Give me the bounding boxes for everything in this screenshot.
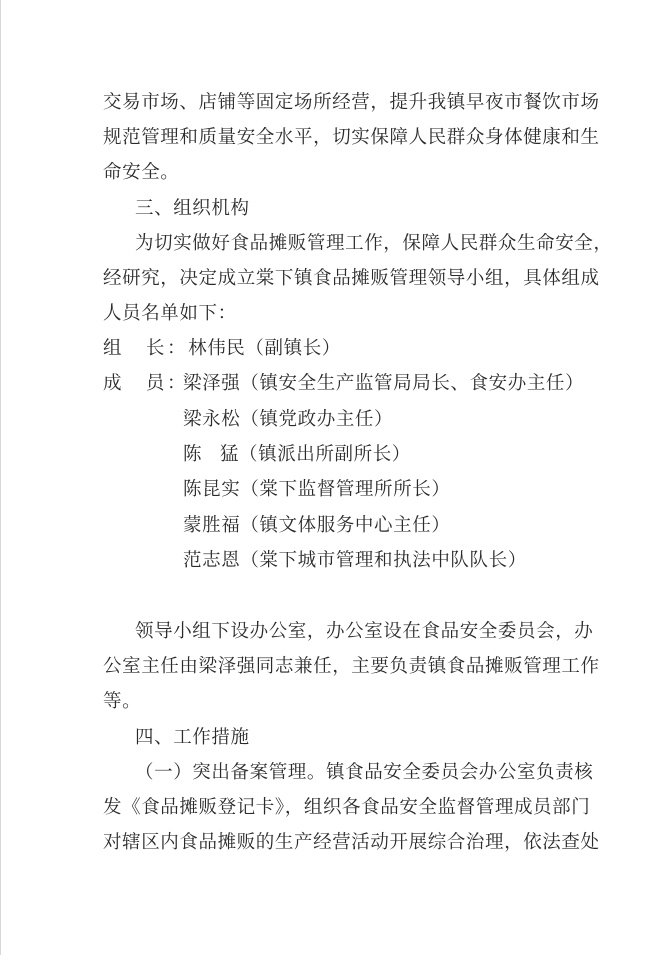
section-3-paragraph-line-2: 经研究，决定成立棠下镇食品摊贩管理领导小组，具体组成 — [103, 268, 600, 289]
intro-line-3: 命安全。 — [103, 162, 180, 183]
member-title: （镇派出所副所长） — [239, 444, 411, 465]
member-name: 范志恩 — [183, 550, 241, 571]
member-title: （镇文体服务中心主任） — [240, 515, 451, 536]
leader-role-label: 组长 — [103, 338, 165, 359]
intro-line-1: 交易市场、店铺等固定场所经营，提升我镇早夜市餐饮市场 — [103, 92, 600, 113]
member-name: 陈猛 — [183, 444, 239, 465]
members-role-label: 成员 — [103, 373, 165, 394]
section-3-paragraph-line-1: 为切实做好食品摊贩管理工作，保障人民群众生命安全， — [135, 233, 613, 254]
office-paragraph-line-1: 领导小组下设办公室，办公室设在食品安全委员会，办 — [135, 621, 594, 642]
member-title: （镇党政办主任） — [240, 409, 394, 430]
members-colon: ： — [167, 373, 187, 394]
member-row — [183, 408, 393, 432]
member-row — [183, 478, 450, 502]
member-title: （棠下监督管理所所长） — [240, 479, 451, 500]
section-4-paragraph-line-1: （一）突出备案管理。镇食品安全委员会办公室负责核 — [135, 762, 594, 783]
section-3-heading: 三、组织机构 — [135, 198, 250, 219]
intro-line-2: 规范管理和质量安全水平，切实保障人民群众身体健康和生 — [103, 127, 600, 148]
section-3-paragraph-line-3: 人员名单如下： — [103, 303, 237, 324]
member-name: 陈昆实 — [183, 479, 241, 500]
members-label-row — [103, 372, 188, 396]
section-4-heading: 四、工作措施 — [135, 727, 250, 748]
member-row — [183, 372, 584, 396]
member-row — [183, 514, 450, 538]
member-title: （棠下城市管理和执法中队队长） — [240, 550, 527, 571]
member-row — [183, 443, 411, 467]
leader-colon: ： — [167, 338, 187, 359]
leader-row — [103, 337, 341, 361]
leader-entry: 林伟民（副镇长） — [188, 338, 341, 359]
member-name: 梁泽强 — [183, 373, 241, 394]
member-title: （镇安全生产监管局局长、食安办主任） — [240, 373, 585, 394]
office-paragraph-line-3: 等。 — [103, 691, 142, 712]
section-4-paragraph-line-2: 发《食品摊贩登记卡》，组织各食品安全监督管理成员部门 — [103, 797, 591, 818]
office-paragraph-line-2: 公室主任由梁泽强同志兼任，主要负责镇食品摊贩管理工作 — [103, 656, 600, 677]
member-row — [183, 549, 527, 573]
section-4-paragraph-line-3: 对辖区内食品摊贩的生产经营活动开展综合治理，依法查处 — [103, 832, 600, 853]
member-name: 蒙胜福 — [183, 515, 241, 536]
member-name: 梁永松 — [183, 409, 241, 430]
